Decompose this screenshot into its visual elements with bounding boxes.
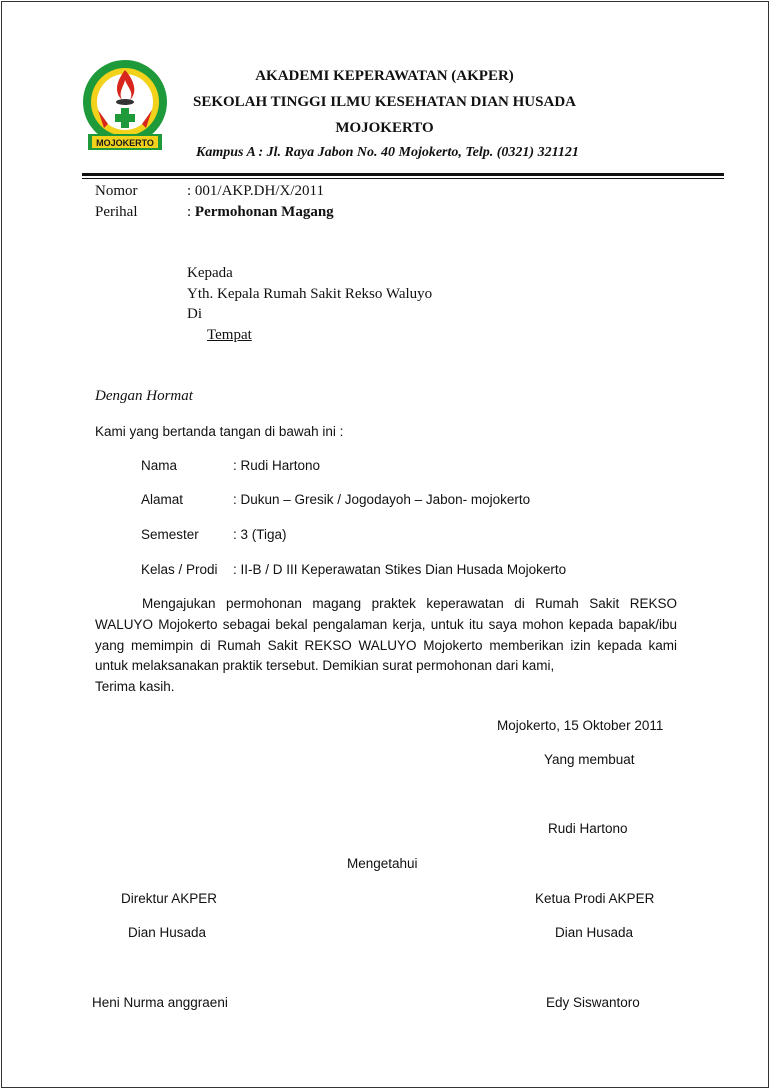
right-signatory-institution: Dian Husada — [555, 925, 634, 940]
field-label-alamat: Alamat — [141, 492, 184, 507]
signature-role: Yang membuat — [544, 752, 635, 767]
institution-logo — [78, 58, 172, 158]
letterhead-address: Kampus A : Jl. Raya Jabon No. 40 Mojokerto, Telp. (0321) 321121 — [196, 145, 579, 160]
field-label-nama: Nama — [141, 458, 178, 473]
field-value-alamat: : Dukun – Gresik / Jogodayoh – Jabon- mojokerto — [233, 492, 531, 507]
perihal-value — [187, 204, 334, 221]
page-border — [1, 1, 769, 1088]
left-signatory-institution: Dian Husada — [128, 925, 207, 940]
closing-text: Terima kasih. — [95, 679, 175, 695]
letterhead-line-3: MOJOKERTO — [335, 120, 434, 136]
logo-ribbon-text: MOJOKERTO — [96, 138, 154, 148]
recipient-name: Yth. Kepala Rumah Sakit Rekso Waluyo — [187, 286, 433, 302]
left-signatory-name: Heni Nurma anggraeni — [92, 995, 228, 1010]
field-label-semester: Semester — [141, 527, 199, 542]
acknowledgement-heading: Mengetahui — [347, 856, 418, 871]
nomor-value: : 001/AKP.DH/X/2011 — [187, 183, 324, 199]
left-signatory-title: Direktur AKPER — [121, 891, 218, 906]
signature-date: Mojokerto, 15 Oktober 2011 — [497, 718, 664, 733]
right-signatory-name: Edy Siswantoro — [546, 995, 640, 1010]
letterhead-line-1: AKADEMI KEPERAWATAN (AKPER) — [255, 68, 514, 84]
perihal-text: Permohonan Magang — [194, 204, 334, 220]
salutation: Dengan Hormat — [95, 388, 193, 404]
body-paragraph — [95, 594, 677, 698]
field-value-semester: : 3 (Tiga) — [233, 527, 287, 542]
recipient-di: Di — [187, 306, 202, 322]
field-label-kelas-prodi: Kelas / Prodi — [141, 562, 218, 577]
right-signatory-title: Ketua Prodi AKPER — [535, 891, 655, 906]
recipient-kepada: Kepada — [187, 265, 233, 281]
letterhead-line-2: SEKOLAH TINGGI ILMU KESEHATAN DIAN HUSADA — [193, 94, 576, 110]
signature-name: Rudi Hartono — [548, 821, 628, 836]
body-paragraph-text: Mengajukan permohonan magang praktek keperawatan di Rumah Sakit REKSO WALUYO Mojokerto sebagai bekal pengalaman kerja, untuk itu saya mohon kepada bapak/ibu yang memimpin di Rumah Sakit REKSO WALUYO Mojokerto memberikan izin kepada kami untuk melaksanakan praktik tersebut. Demikian surat permohonan dari kami, — [95, 596, 677, 674]
perihal-label: Perihal — [95, 204, 138, 220]
letterhead-rule-thin — [82, 178, 724, 179]
field-value-nama: : Rudi Hartono — [233, 458, 321, 473]
field-value-kelas-prodi: : II-B / D III Keperawatan Stikes Dian Husada Mojokerto — [233, 562, 567, 577]
nomor-label: Nomor — [95, 183, 138, 199]
intro-text: Kami yang bertanda tangan di bawah ini : — [95, 424, 344, 439]
perihal-colon: : — [187, 204, 192, 220]
letterhead-rule-thick — [82, 173, 724, 176]
recipient-tempat: Tempat — [207, 327, 252, 343]
